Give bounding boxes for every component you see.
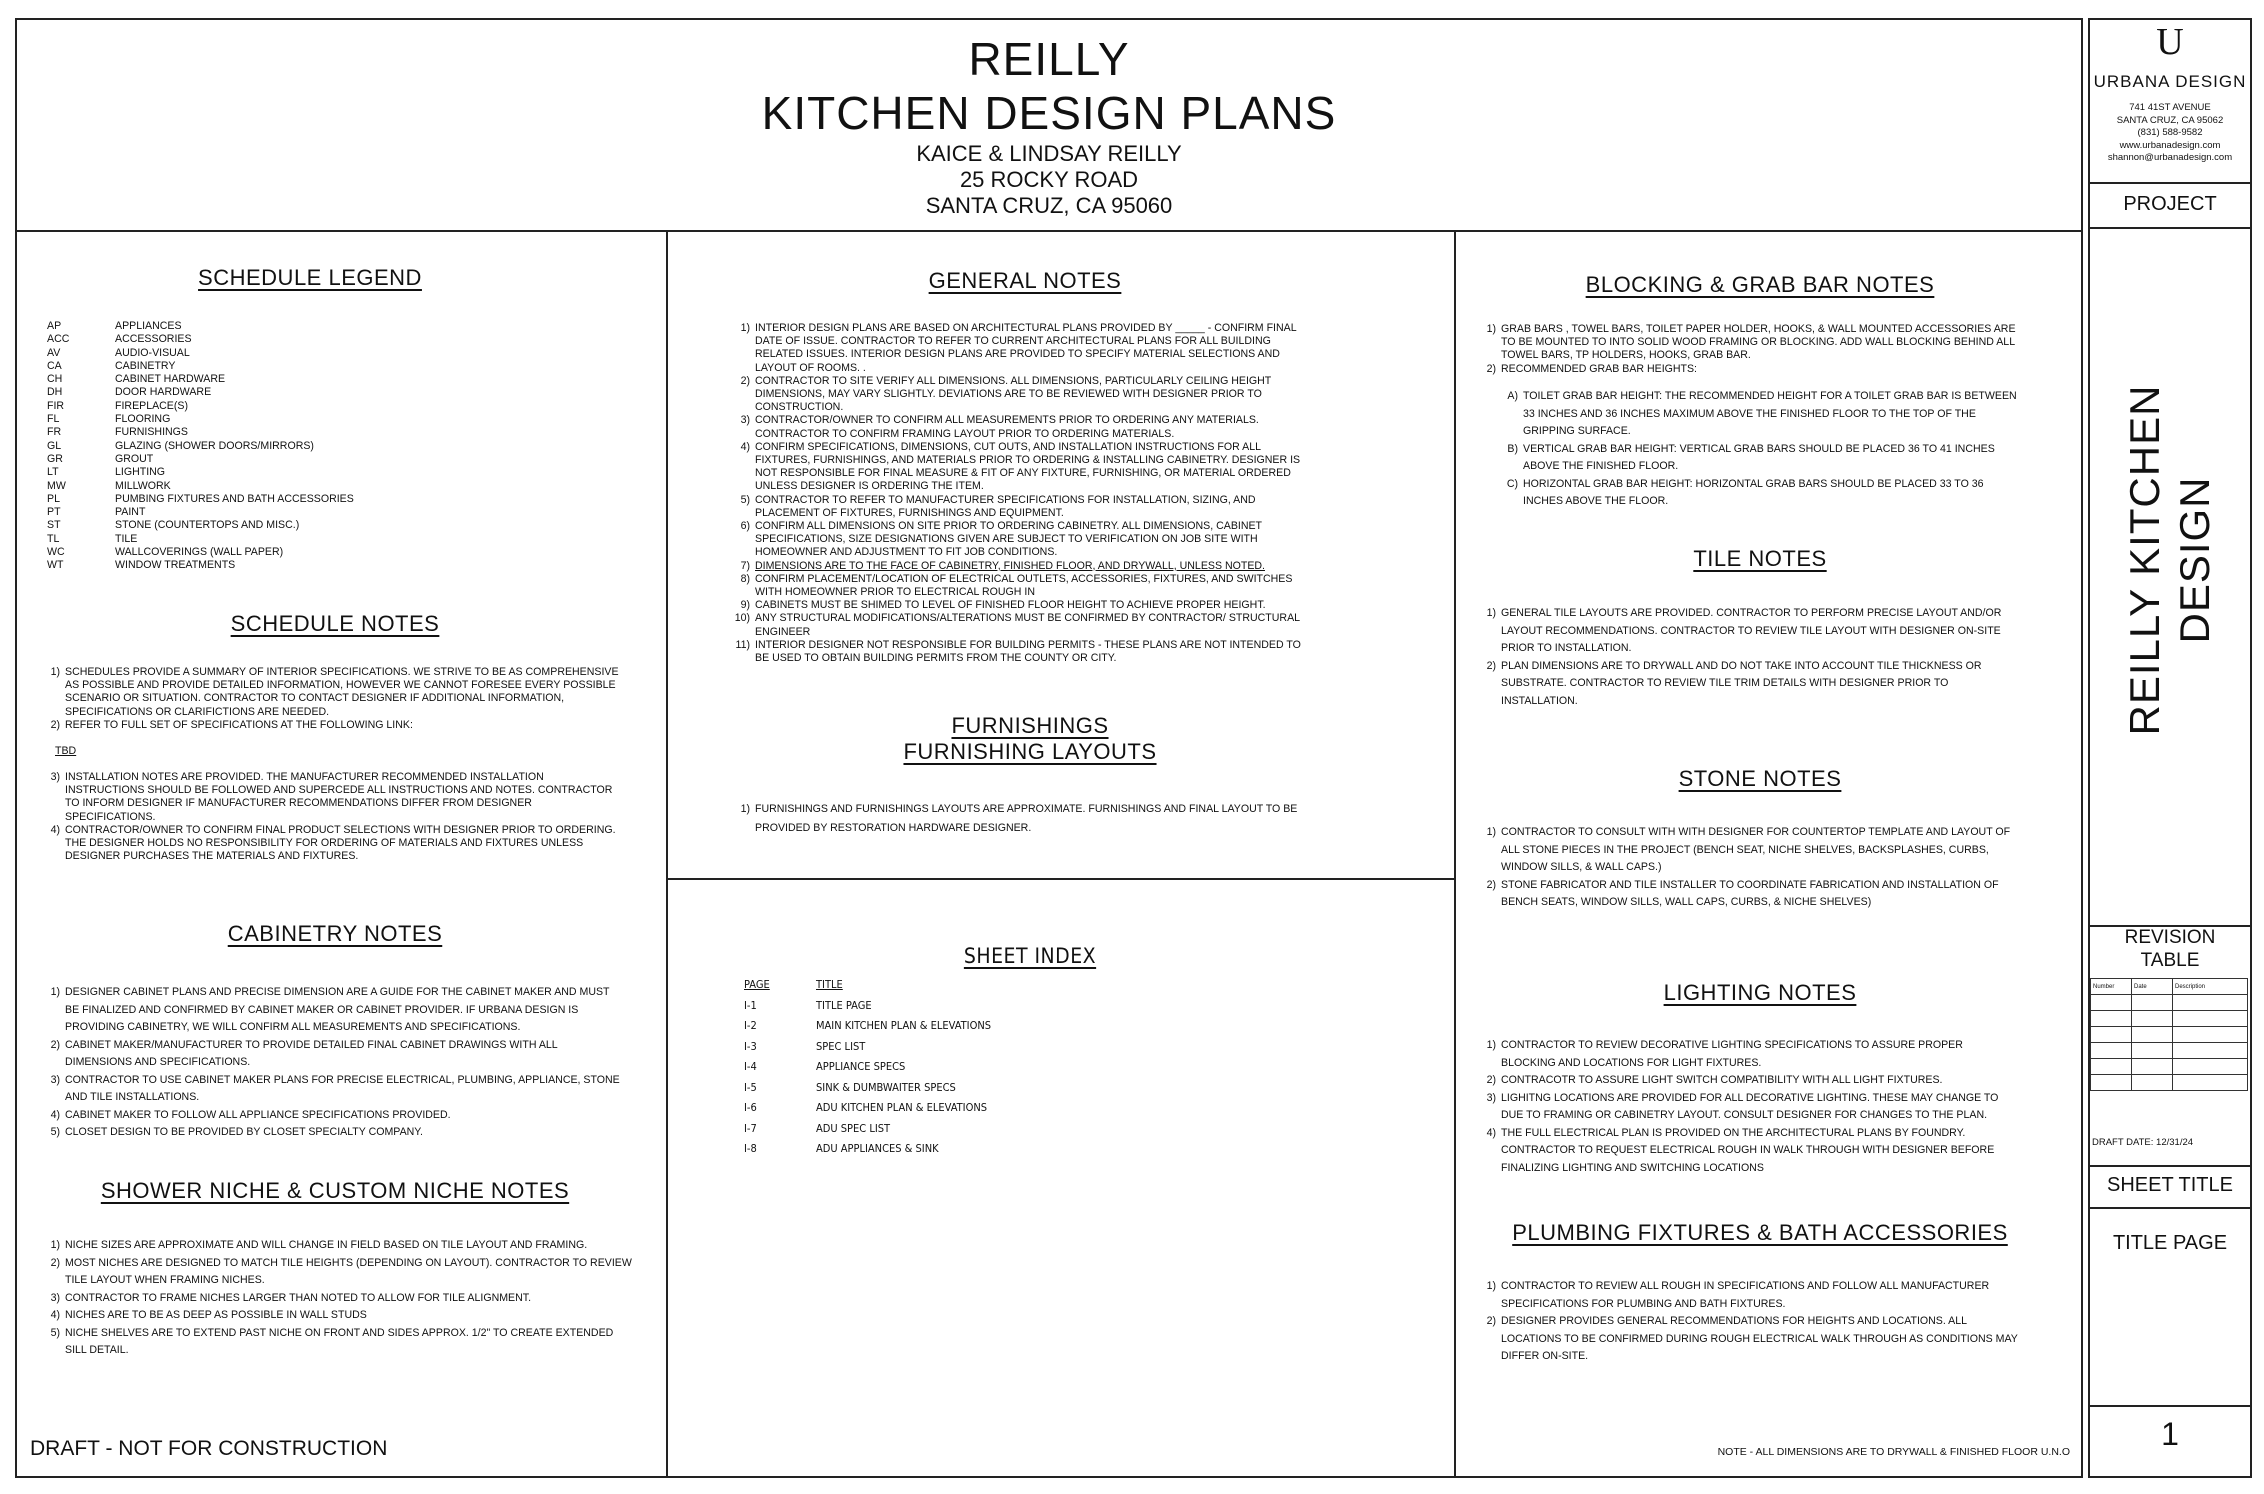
sheet-index-row[interactable] [744,996,991,1017]
note-item [734,375,1316,415]
legend-code: AP [47,320,62,332]
tile-notes-list [1480,605,2020,710]
legend-code: AV [47,346,61,359]
note-number: 2) [50,718,60,731]
lighting-notes-list [1480,1037,2020,1177]
note-item [44,824,624,864]
note-item [734,800,1324,838]
general-notes-list [734,322,1316,665]
rev-col-date: Date [2132,979,2173,995]
note-number: 4) [50,1309,60,1321]
note-number: 7) [740,559,750,572]
legend-desc: TILE [115,532,138,545]
project-label: PROJECT [2123,193,2217,215]
project-name: REILLY KITCHEN DESIGN [2121,384,2218,736]
legend-desc: GLAZING (SHOWER DOORS/MIRRORS) [115,439,314,452]
sheet-col-page: PAGE [744,978,770,991]
legend-row [47,480,354,493]
revision-row[interactable] [2091,995,2248,1011]
sb-top [2088,18,2251,20]
sheet-title: TITLE PAGE [2112,1232,2228,1254]
sheet-page: I-1 [744,998,757,1012]
draft-date [2092,1137,2193,1148]
general-notes-title: GENERAL NOTES [928,268,1122,293]
note-text: HORIZONTAL GRAB BAR HEIGHT: HORIZONTAL GRAB BARS SHOULD BE PLACED 33 TO 36 INCHES ABOVE THE FLOOR. [1523,477,1984,507]
furnishings-title-block [830,713,1230,765]
legend-desc: CABINET HARDWARE [115,373,226,386]
legend-code: FL [47,413,60,426]
note-item [734,322,1316,375]
website[interactable]: www.urbanadesign.com [2119,139,2221,151]
client-city: SANTA CRUZ, CA 95060 [925,193,1173,218]
schedule-legend [47,320,354,573]
address-line-2: SANTA CRUZ, CA 95062 [2116,114,2224,126]
legend-code: GL [47,439,62,452]
note-text: STONE FABRICATOR AND TILE INSTALLER TO COORDINATE FABRICATION AND INSTALLATION OF BENCH SEATS, WINDOW SILLS, WALL CAPS, CURBS, & NICHE SHELVES) [1501,878,1999,908]
note-number: 1) [1486,826,1496,838]
legend-row [47,493,354,506]
note-item [1480,824,2030,877]
project-name-vertical [2090,380,2250,740]
legend-row [47,519,354,532]
note-text: VERTICAL GRAB BAR HEIGHT: VERTICAL GRAB BARS SHOULD BE PLACED 36 TO 41 INCHES ABOVE THE FINISHED FLOOR. [1523,442,1995,472]
note-text: DESIGNER PROVIDES GENERAL RECOMMENDATIONS FOR HEIGHTS AND LOCATIONS. ALL LOCATIONS TO BE CONFIRMED DURING ROUGH ELECTRICAL WALK THROUGH AS CONDITIONS MAY DIFFER ON-SITE. [1501,1315,2018,1362]
note-item [734,560,1316,573]
note-number: A) [1507,390,1518,402]
note-item [1480,363,2020,376]
legend-row [47,559,354,572]
note-number: 2) [50,1256,60,1269]
legend-code: DH [47,386,63,399]
note-text: MOST NICHES ARE DESIGNED TO MATCH TILE HEIGHTS (DEPENDING ON LAYOUT). CONTRACTOR TO REVIEW TILE LAYOUT WHEN FRAMING NICHES. [65,1256,632,1286]
sheet-title-cell: SINK & DUMBWAITER SPECS [816,1080,956,1094]
frame-left [15,18,17,1478]
note-text: CABINET MAKER/MANUFACTURER TO PROVIDE DETAILED FINAL CABINET DRAWINGS WITH ALL DIMENSIONS AND SPECIFICATIONS. [65,1038,558,1068]
sheet-title-cell: ADU APPLIANCES & SINK [816,1142,939,1155]
note-item [44,984,624,1037]
address-line-1: 741 41ST AVENUE [2129,102,2211,113]
note-item [1480,658,2020,711]
mid-divider [666,878,1455,880]
sheet-index [744,975,991,1160]
sheet-col-title: TITLE [816,978,843,991]
note-text: FURNISHINGS AND FURNISHINGS LAYOUTS ARE APPROXIMATE. FURNISHINGS AND FINAL LAYOUT TO BE PROVIDED BY RESTORATION HARDWARE DESIGNER. [755,803,1298,834]
note-number: 1) [1486,1280,1496,1292]
legend-desc: DOOR HARDWARE [115,386,212,399]
sheet-index-row[interactable] [744,1057,991,1078]
note-number: 3) [1486,1091,1496,1104]
legend-desc: STONE (COUNTERTOPS AND MISC.) [115,519,300,532]
stone-notes-list [1480,824,2030,912]
blocking-notes-title: BLOCKING & GRAB BAR NOTES [1585,272,1935,297]
sb-div-2 [2088,227,2251,229]
sheet-index-row[interactable] [744,1016,991,1037]
revision-header-row [2091,979,2248,995]
note-number: 2) [1486,1315,1496,1327]
note-number: 2) [1486,362,1496,375]
revision-table-title: REVISION TABLE [2124,927,2216,971]
title-block [16,18,2082,230]
legend-desc: AUDIO-VISUAL [115,346,190,359]
note-number: 6) [740,520,750,533]
phone: (831) 588-9582 [2137,127,2203,138]
note-text: CONFIRM ALL DIMENSIONS ON SITE PRIOR TO ORDERING CABINETRY. ALL DIMENSIONS, CABINET SPECIFICATIONS, SIZE DESIGNATIONS GIVEN ARE SUBJECT TO VERIFICATION ON JOB SITE WITH HOMEOWNER AND ADJUSTMENT TO FIT JOB CONDITIONS. [755,520,1262,559]
note-item [44,719,624,732]
note-text: LIGHITNG LOCATIONS ARE PROVIDED FOR ALL DECORATIVE LIGHTING. THESE MAY CHANGE TO DUE TO FRAMING OR CABINETRY LAYOUT. CONSULT DESIGNER FOR CHANGES TO THE PLAN. [1501,1091,1999,1121]
blocking-notes-list [1480,323,2020,376]
sheet-number: 1 [2161,1416,2179,1452]
legend-desc: WALLCOVERINGS (WALL PAPER) [115,546,284,559]
note-number: 4) [1486,1126,1496,1139]
plumbing-notes-list [1480,1278,2020,1366]
note-text: CLOSET DESIGN TO BE PROVIDED BY CLOSET SPECIALTY COMPANY. [65,1126,423,1138]
legend-code: LT [47,466,59,479]
legend-code: CA [47,359,62,372]
note-item [44,1237,634,1255]
legend-desc: PUMBING FIXTURES AND BATH ACCESSORIES [115,492,354,505]
project-title: REILLY [968,33,1130,85]
note-item [1502,476,2022,511]
furnishings-title: FURNISHINGS [951,713,1109,738]
header-divider [15,230,2083,232]
note-item [44,1290,634,1308]
client-street: 25 ROCKY ROAD [959,167,1139,192]
sb-right [2250,18,2252,1478]
note-text: NICHES ARE TO BE AS DEEP AS POSSIBLE IN WALL STUDS [65,1309,367,1321]
legend-desc: FURNISHINGS [115,426,188,439]
note-number: 3) [50,771,60,783]
legend-row [47,453,354,466]
sheet-index-header [744,975,991,996]
legend-desc: ACCESSORIES [115,333,192,346]
project-subtitle: KITCHEN DESIGN PLANS [761,87,1337,139]
tile-notes-title: TILE NOTES [1693,546,1827,571]
note-text: CONTRACTOR TO SITE VERIFY ALL DIMENSIONS. ALL DIMENSIONS, PARTICULARLY CEILING HEIGHT DIMENSIONS, MAY VARY SLIGHTLY. DEVIATIONS ARE TO BE REVIEWED WITH DESIGNER PRIOR TO CONSTRUCTION. [755,374,1272,414]
note-item [44,771,624,824]
legend-row [47,333,354,346]
note-number: 3) [50,1073,60,1086]
legend-code: ST [47,519,61,532]
legend-row [47,373,354,386]
rev-col-number: Number [2091,979,2132,995]
note-item [44,666,624,719]
draft-date-value: 12/31/24 [2156,1137,2194,1148]
note-number: 5) [50,1126,60,1138]
legend-code: PL [47,492,60,505]
note-text: INSTALLATION NOTES ARE PROVIDED. THE MANUFACTURER RECOMMENDED INSTALLATION INSTRUCTIONS SHOULD BE FOLLOWED AND SUPERCEDE ALL INSTRUCTIONS AND NOTES. CONTRACTOR TO INFORM DESIGNER IF MANUFACTURER RECOMMENDATIONS DIFFER FROM DESIGNER SPECIFICATIONS. [65,771,613,823]
legend-code: ACC [47,333,70,346]
note-text: CONFIRM PLACEMENT/LOCATION OF ELECTRICAL OUTLETS, ACCESSORIES, FIXTURES, AND SWITCHES WITH HOMEOWNER PRIOR TO ELECTRICAL ROUGH IN [755,572,1293,599]
niche-notes-list [44,1237,634,1360]
sheet-page: I-2 [744,1019,757,1032]
sheet-title-cell: ADU KITCHEN PLAN & ELEVATIONS [816,1101,988,1114]
note-number: 2) [1486,659,1496,672]
note-item [1480,1125,2020,1178]
cabinetry-notes-list [44,984,624,1142]
note-number: 1) [50,1239,60,1251]
note-number: 2) [50,1038,60,1051]
legend-row [47,440,354,453]
note-item [734,494,1316,520]
note-item [44,1325,634,1360]
sb-div-4 [2088,1165,2251,1167]
draft-label: DRAFT - NOT FOR CONSTRUCTION [30,1437,388,1460]
sheet-title-cell: SPEC LIST [816,1039,866,1053]
sheet-page: I-6 [744,1101,757,1114]
sheet-page: I-7 [744,1121,757,1135]
revision-row[interactable] [2091,1043,2248,1059]
note-item [1480,1278,2020,1313]
note-number: 1) [1486,323,1496,335]
note-item [734,612,1316,638]
note-item [734,520,1316,560]
note-text: SCHEDULES PROVIDE A SUMMARY OF INTERIOR SPECIFICATIONS. WE STRIVE TO BE AS COMPREHENSIVE AS POSSIBLE AND PROVIDE DETAILED INFORMATION, HOWEVER WE CANNOT FORESEE EVERY POSSIBLE SCENARIO OR SITUATION. CONTRACTOR TO CONTACT DESIGNER IF ADDITIONAL INFORMATION, SPECIFICATIONS OR CLARIFICTIONS ARE NEEDED. [65,666,619,718]
note-text: CONTRACTOR/OWNER TO CONFIRM FINAL PRODUCT SELECTIONS WITH DESIGNER PRIOR TO ORDERING. THE DESIGNER HOLDS NO RESPONSIBILITY FOR ORDERING OF MATERIALS AND FIXTURES UNLESS DESIGNER PURCHASES THE MATERIALS AND FIXTURES. [65,823,616,863]
legend-desc: APPLIANCES [115,320,182,332]
niche-notes-title: SHOWER NICHE & CUSTOM NICHE NOTES [100,1178,570,1203]
note-text: CONTRACTOR TO USE CABINET MAKER PLANS FOR PRECISE ELECTRICAL, PLUMBING, APPLIANCE, STONE AND TILE INSTALLATIONS. [65,1073,620,1103]
note-number: 1) [50,986,60,998]
note-item [1480,323,2020,363]
legend-code: WT [47,559,64,572]
note-item [1480,605,2020,658]
note-text: INTERIOR DESIGNER NOT RESPONSIBLE FOR BUILDING PERMITS - THESE PLANS ARE NOT INTENDED TO BE USED TO OBTAIN BUILDING PERMITS FROM THE COUNTY OR CITY. [755,638,1301,665]
sheet-page: I-3 [744,1039,757,1053]
note-item [44,1255,634,1290]
note-text: REFER TO FULL SET OF SPECIFICATIONS AT THE FOLLOWING LINK: [65,718,413,731]
note-text: CABINETS MUST BE SHIMED TO LEVEL OF FINISHED FLOOR HEIGHT TO ACHIEVE PROPER HEIGHT. [755,599,1266,612]
sb-div-5 [2088,1207,2251,1209]
frame-bottom [15,1476,2083,1478]
client-name: KAICE & LINDSAY REILLY [916,141,1182,166]
legend-row [47,320,354,333]
note-number: 4) [740,440,750,453]
note-text: ANY STRUCTURAL MODIFICATIONS/ALTERATIONS MUST BE CONFIRMED BY CONTRACTOR/ STRUCTURAL ENGINEER [755,612,1300,638]
logo-mark: U [2156,21,2184,63]
note-number: 2) [1486,1074,1496,1086]
legend-code: FIR [47,399,65,412]
lighting-notes-title: LIGHTING NOTES [1663,980,1857,1005]
draft-date-label: DRAFT DATE: [2092,1137,2154,1148]
note-text: CONFIRM SPECIFICATIONS, DIMENSIONS, CUT OUTS, AND INSTALLATION INSTRUCTIONS FOR ALL FIXTURES, FURNISHINGS, AND MATERIALS PRIOR TO ORDERING & INSTALLING CABINETRY. DESIGNER IS NOT RESPONSIBLE FOR FINAL MEASURE & FIT OF ANY FIXTURE, FURNISHING, OR MATERIAL ORDERED UNLESS DESIGNER IS ORDERING THE ITEM. [755,440,1301,493]
note-number: C) [1506,477,1518,490]
sheet-title-cell: APPLIANCE SPECS [816,1060,906,1073]
note-item [1480,1313,2020,1366]
note-item [734,441,1316,494]
rev-col-description: Description [2173,979,2248,995]
note-text: GRAB BARS , TOWEL BARS, TOILET PAPER HOLDER, HOOKS, & WALL MOUNTED ACCESSORIES ARE TO BE MOUNTED TO INTO SOLID WOOD FRAMING OR BLOCKING. ADD WALL BLOCKING BEHIND ALL TOWEL BARS, TP HOLDERS, HOOKS, GRAB BAR. [1501,323,2016,362]
note-text: CABINET MAKER TO FOLLOW ALL APPLIANCE SPECIFICATIONS PROVIDED. [65,1108,451,1121]
legend-row [47,426,354,439]
note-text: CONTRACTOR TO CONSULT WITH WITH DESIGNER FOR COUNTERTOP TEMPLATE AND LAYOUT OF ALL STONE PIECES IN THE PROJECT (BENCH SEAT, NICHE SHELVES, BACKSPLASHES, CURBS, WINDOW SILLS, & WALL CAPS.) [1501,826,2011,873]
furnishings-notes-list [734,800,1324,838]
note-item [1502,441,2022,476]
legend-row [47,506,354,519]
legend-row [47,360,354,373]
note-text: CONTRACOTR TO ASSURE LIGHT SWITCH COMPATIBILITY WITH ALL LIGHT FIXTURES. [1501,1074,1943,1086]
note-item [1502,388,2022,441]
note-item [44,1037,624,1072]
note-item [1480,877,2030,912]
legend-row [47,466,354,479]
legend-code: CH [47,373,63,386]
sheet-index-row[interactable] [744,1119,991,1140]
sheet-title-cell: MAIN KITCHEN PLAN & ELEVATIONS [816,1019,992,1032]
note-number: 1) [1486,607,1496,619]
furnishing-layouts-title: FURNISHING LAYOUTS [903,739,1157,764]
sheet-index-row[interactable] [744,1139,991,1160]
legend-code: WC [47,546,65,559]
legend-row [47,400,354,413]
note-text: CONTRACTOR TO REVIEW ALL ROUGH IN SPECIFICATIONS AND FOLLOW ALL MANUFACTURER SPECIFICATIONS FOR PLUMBING AND BATH FIXTURES. [1501,1280,1990,1310]
note-text: DIMENSIONS ARE TO THE FACE OF CABINETRY, FINISHED FLOOR, AND DRYWALL, UNLESS NOTED. [755,559,1265,572]
sb-div-6 [2088,1405,2251,1407]
note-text: INTERIOR DESIGN PLANS ARE BASED ON ARCHITECTURAL PLANS PROVIDED BY _____ - CONFIRM FINAL DATE OF ISSUE. CONTRACTOR TO REFER TO CURRENT ARCHITECTURAL PLANS FOR ALL BUILDING RELATED ISSUES. INTERIOR DESIGN PLANS ARE PROVIDED TO SPECIFY MATERIAL SELECTIONS AND LAYOUT OF ROOMS. . [755,322,1297,374]
sheet-title-cell: ADU SPEC LIST [816,1121,891,1135]
note-number: 1) [740,322,750,334]
frame-right [2081,18,2083,1478]
note-number: 4) [50,823,60,836]
note-number: 4) [50,1108,60,1121]
note-item [734,639,1316,665]
legend-code: TL [47,532,60,545]
revision-row[interactable] [2091,1027,2248,1043]
note-text: TOILET GRAB BAR HEIGHT: THE RECOMMENDED HEIGHT FOR A TOILET GRAB BAR IS BETWEEN 33 INCHES AND 36 INCHES MAXIMUM ABOVE THE FINISHED FLOOR TO THE TOP OF THE GRIPPING SURFACE. [1523,390,2017,437]
email[interactable]: shannon@urbanadesign.com [2107,152,2233,163]
legend-desc: FLOORING [115,413,171,426]
schedule-notes-list [44,666,624,732]
note-text: PLAN DIMENSIONS ARE TO DRYWALL AND DO NOT TAKE INTO ACCOUNT TILE THICKNESS OR SUBSTRATE. CONTRACTOR TO REVIEW TILE TRIM DETAILS WITH DESIGNER PRIOR TO INSTALLATION. [1501,659,1982,707]
legend-desc: LIGHTING [115,466,166,479]
note-number: 5) [50,1326,60,1339]
sheet-page: I-4 [744,1060,757,1073]
col-divider-1 [666,230,668,1477]
note-number: 2) [1486,878,1496,891]
legend-row [47,347,354,360]
spec-link[interactable]: TBD [55,745,77,757]
note-item [734,573,1316,599]
note-number: 1) [50,666,60,678]
note-item [734,599,1316,612]
note-number: 9) [740,599,750,612]
note-text: NICHE SIZES ARE APPROXIMATE AND WILL CHANGE IN FIELD BASED ON TILE LAYOUT AND FRAMING. [65,1239,588,1251]
note-item [44,1124,624,1142]
legend-desc: FIREPLACE(S) [115,399,188,412]
note-text: GENERAL TILE LAYOUTS ARE PROVIDED. CONTRACTOR TO PERFORM PRECISE LAYOUT AND/OR LAYOUT RECOMMENDATIONS. CONTRACTOR TO REVIEW TILE LAYOUT WITH DESIGNER ON-SITE PRIOR TO INSTALLATION. [1501,607,2002,654]
legend-row [47,386,354,399]
sheet-index-row[interactable] [744,1078,991,1099]
company-address [2090,102,2250,165]
legend-desc: GROUT [115,452,154,465]
sheet-title-cell: TITLE PAGE [816,998,872,1012]
plumbing-notes-title: PLUMBING FIXTURES & BATH ACCESSORIES [1512,1220,2008,1245]
sb-div-1 [2088,182,2251,184]
note-text: NICHE SHELVES ARE TO EXTEND PAST NICHE ON FRONT AND SIDES APPROX. 1/2" TO CREATE EXTENDED SILL DETAIL. [65,1326,614,1356]
note-number: 11) [735,638,750,651]
note-item [734,414,1316,440]
schedule-legend-title: SCHEDULE LEGEND [198,265,422,290]
note-item [1480,1090,2020,1125]
note-item [1480,1072,2020,1090]
note-number: 10) [734,612,750,625]
note-number: 3) [50,1291,60,1304]
schedule-notes-list-2 [44,771,624,863]
dimensions-note: NOTE - ALL DIMENSIONS ARE TO DRYWALL & FINISHED FLOOR U.N.O [1717,1446,2070,1458]
sheet-index-title: SHEET INDEX [963,944,1097,968]
sheet-page: I-5 [744,1080,757,1094]
col-divider-2 [1454,230,1456,1477]
note-text: RECOMMENDED GRAB BAR HEIGHTS: [1501,362,1698,375]
revision-row[interactable] [2091,1011,2248,1027]
note-text: CONTRACTOR TO REFER TO MANUFACTURER SPECIFICATIONS FOR INSTALLATION, SIZING, AND PLACEMENT OF FIXTURES, FURNISHINGS AND EQUIPMENT. [755,493,1256,519]
legend-code: FR [47,426,62,439]
legend-code: PT [47,506,61,519]
note-item [44,1307,634,1325]
cabinetry-notes-title: CABINETRY NOTES [227,921,443,946]
note-number: 8) [740,572,750,585]
legend-row [47,413,354,426]
revision-row[interactable] [2091,1059,2248,1075]
stone-notes-title: STONE NOTES [1678,766,1842,791]
note-number: 3) [740,414,750,427]
sb-left [2088,18,2090,1478]
grab-bar-heights-list [1502,388,2022,511]
sheet-page: I-8 [744,1142,757,1155]
legend-desc: CABINETRY [115,359,176,372]
note-number: 5) [740,493,750,506]
sheet-index-row[interactable] [744,1098,991,1119]
legend-desc: WINDOW TREATMENTS [115,559,236,572]
sheet-title-label: SHEET TITLE [2107,1174,2233,1196]
revision-table [2090,978,2248,1091]
note-number: B) [1507,442,1518,455]
schedule-notes-title: SCHEDULE NOTES [230,611,440,636]
note-number: 1) [740,803,750,815]
legend-row [47,546,354,559]
note-text: CONTRACTOR TO FRAME NICHES LARGER THAN NOTED TO ALLOW FOR TILE ALIGNMENT. [65,1291,532,1304]
legend-code: GR [47,452,63,465]
note-text: CONTRACTOR TO REVIEW DECORATIVE LIGHTING SPECIFICATIONS TO ASSURE PROPER BLOCKING AND LOCATIONS FOR LIGHT FIXTURES. [1501,1039,1963,1069]
sb-bottom [2088,1476,2251,1478]
legend-desc: MILLWORK [115,479,171,492]
note-item [1480,1037,2020,1072]
company-name: URBANA DESIGN [2093,72,2247,91]
note-number: 2) [740,374,750,387]
note-number: 1) [1486,1039,1496,1051]
note-text: DESIGNER CABINET PLANS AND PRECISE DIMENSION ARE A GUIDE FOR THE CABINET MAKER AND MUST BE FINALIZED AND CONFIRMED BY CABINET MAKER OR CABINET PROVIDER. IF URBANA DESIGN IS PROVIDING CABINETRY, WE WILL CONFIRM ALL MEASUREMENTS AND SPECIFICATIONS. [65,986,610,1033]
revision-row[interactable] [2091,1075,2248,1091]
note-text: THE FULL ELECTRICAL PLAN IS PROVIDED ON THE ARCHITECTURAL PLANS BY FOUNDRY. CONTRACTOR TO REQUEST ELECTRICAL ROUGH IN WALK THROUGH WITH DESIGNER BEFORE FINALIZING LIGHTING AND SWITCHING LOCATIONS [1501,1126,1995,1174]
legend-desc: PAINT [115,506,146,519]
legend-row [47,533,354,546]
note-item [44,1072,624,1107]
legend-code: MW [47,479,66,492]
note-text: CONTRACTOR/OWNER TO CONFIRM ALL MEASUREMENTS PRIOR TO ORDERING ANY MATERIALS. CONTRACTOR TO CONFIRM FRAMING LAYOUT PRIOR TO ORDERING MATERIALS. [755,414,1259,440]
sheet-index-row[interactable] [744,1037,991,1058]
note-item [44,1107,624,1125]
